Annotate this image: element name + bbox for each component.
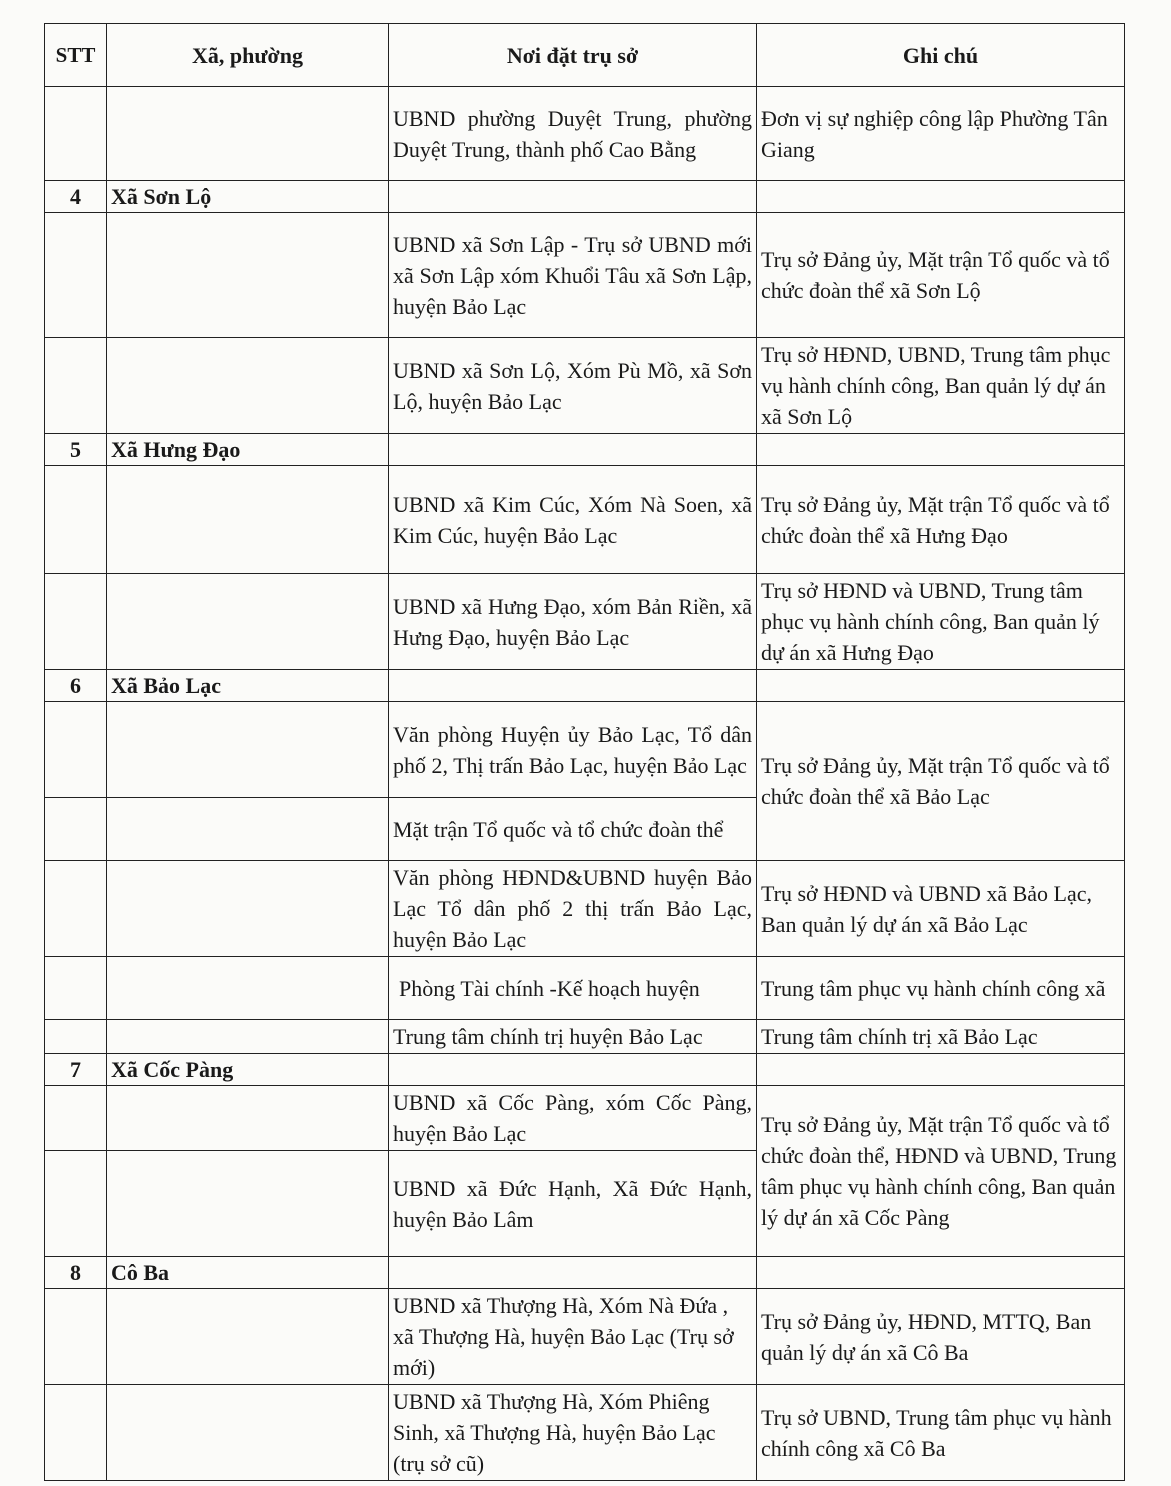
location-cell: UBND xã Sơn Lập - Trụ sở UBND mới xã Sơn Lập xóm Khuổi Tâu xã Sơn Lập, huyện Bảo Lạc xyxy=(389,213,757,338)
note-cell: Trụ sở Đảng ủy, Mặt trận Tổ quốc và tổ chức đoàn thể xã Hưng Đạo xyxy=(757,466,1125,574)
location-cell: UBND xã Hưng Đạo, xóm Bản Riền, xã Hưng Đạo, huyện Bảo Lạc xyxy=(389,574,757,670)
table-row xyxy=(45,861,1125,957)
note-cell: Trụ sở UBND, Trung tâm phục vụ hành chính công xã Cô Ba xyxy=(757,1385,1125,1481)
document-page xyxy=(44,23,1124,1481)
table-row xyxy=(45,338,1125,434)
location-cell: UBND xã Kim Cúc, Xóm Nà Soen, xã Kim Cúc, huyện Bảo Lạc xyxy=(389,466,757,574)
commune-name: Xã Sơn Lộ xyxy=(107,181,389,213)
location-cell: Phòng Tài chính -Kế hoạch huyện xyxy=(389,957,757,1020)
note-cell: Trung tâm phục vụ hành chính công xã xyxy=(757,957,1125,1020)
note-cell xyxy=(757,1257,1125,1289)
note-cell: Trụ sở HĐND, UBND, Trung tâm phục vụ hành chính công, Ban quản lý dự án xã Sơn Lộ xyxy=(757,338,1125,434)
stt-cell xyxy=(45,87,107,181)
note-cell: Trung tâm chính trị xã Bảo Lạc xyxy=(757,1020,1125,1054)
commune-name: Xã Cốc Pàng xyxy=(107,1054,389,1086)
table-row xyxy=(45,213,1125,338)
location-cell: UBND phường Duyệt Trung, phường Duyệt Trung, thành phố Cao Bằng xyxy=(389,87,757,181)
table-row xyxy=(45,574,1125,670)
commune-cell xyxy=(107,1151,389,1257)
table-row xyxy=(45,1385,1125,1481)
location-cell: Mặt trận Tổ quốc và tổ chức đoàn thể xyxy=(389,798,757,861)
stt-cell xyxy=(45,1289,107,1385)
stt-cell xyxy=(45,861,107,957)
location-cell xyxy=(389,181,757,213)
commune-cell xyxy=(107,1020,389,1054)
table-row xyxy=(45,87,1125,181)
stt-cell xyxy=(45,702,107,798)
location-cell: UBND xã Thượng Hà, Xóm Phiêng Sinh, xã Thượng Hà, huyện Bảo Lạc (trụ sở cũ) xyxy=(389,1385,757,1481)
commune-name: Xã Bảo Lạc xyxy=(107,670,389,702)
table-row xyxy=(45,702,1125,798)
stt-cell xyxy=(45,1086,107,1151)
header-location: Nơi đặt trụ sở xyxy=(389,24,757,87)
location-cell: Trung tâm chính trị huyện Bảo Lạc xyxy=(389,1020,757,1054)
stt-cell xyxy=(45,1151,107,1257)
commune-cell xyxy=(107,1289,389,1385)
stt-cell xyxy=(45,798,107,861)
commune-cell xyxy=(107,798,389,861)
commune-cell xyxy=(107,1086,389,1151)
stt-cell: 6 xyxy=(45,670,107,702)
group-row xyxy=(45,181,1125,213)
commune-cell xyxy=(107,574,389,670)
location-cell xyxy=(389,670,757,702)
headquarters-table xyxy=(44,23,1125,1481)
header-stt: STT xyxy=(45,24,107,87)
table-header-row xyxy=(45,24,1125,87)
table-row xyxy=(45,957,1125,1020)
stt-cell xyxy=(45,1385,107,1481)
note-cell xyxy=(757,670,1125,702)
commune-cell xyxy=(107,466,389,574)
table-row xyxy=(45,1020,1125,1054)
commune-cell xyxy=(107,957,389,1020)
location-cell: UBND xã Cốc Pàng, xóm Cốc Pàng, huyện Bảo Lạc xyxy=(389,1086,757,1151)
note-cell: Đơn vị sự nghiệp công lập Phường Tân Giang xyxy=(757,87,1125,181)
commune-cell xyxy=(107,702,389,798)
group-row xyxy=(45,1257,1125,1289)
note-cell: Trụ sở HĐND và UBND, Trung tâm phục vụ hành chính công, Ban quản lý dự án xã Hưng Đạo xyxy=(757,574,1125,670)
note-cell: Trụ sở Đảng ủy, HĐND, MTTQ, Ban quản lý dự án xã Cô Ba xyxy=(757,1289,1125,1385)
commune-name: Xã Hưng Đạo xyxy=(107,434,389,466)
note-cell: Trụ sở Đảng ủy, Mặt trận Tổ quốc và tổ chức đoàn thể xã Sơn Lộ xyxy=(757,213,1125,338)
stt-cell: 5 xyxy=(45,434,107,466)
commune-cell xyxy=(107,213,389,338)
stt-cell xyxy=(45,957,107,1020)
commune-cell xyxy=(107,87,389,181)
header-commune: Xã, phường xyxy=(107,24,389,87)
location-cell xyxy=(389,1054,757,1086)
header-note: Ghi chú xyxy=(757,24,1125,87)
location-cell: UBND xã Đức Hạnh, Xã Đức Hạnh, huyện Bảo Lâm xyxy=(389,1151,757,1257)
table-row xyxy=(45,466,1125,574)
commune-cell xyxy=(107,861,389,957)
stt-cell xyxy=(45,338,107,434)
note-cell: Trụ sở Đảng ủy, Mặt trận Tổ quốc và tổ chức đoàn thể, HĐND và UBND, Trung tâm phục vụ hành chính công, Ban quản lý dự án xã Cốc Pàng xyxy=(757,1086,1125,1257)
location-cell: UBND xã Sơn Lộ, Xóm Pù Mồ, xã Sơn Lộ, huyện Bảo Lạc xyxy=(389,338,757,434)
commune-name: Cô Ba xyxy=(107,1257,389,1289)
stt-cell xyxy=(45,213,107,338)
note-cell: Trụ sở HĐND và UBND xã Bảo Lạc, Ban quản lý dự án xã Bảo Lạc xyxy=(757,861,1125,957)
group-row xyxy=(45,670,1125,702)
location-cell xyxy=(389,434,757,466)
stt-cell xyxy=(45,466,107,574)
location-cell: Văn phòng HĐND&UBND huyện Bảo Lạc Tổ dân phố 2 thị trấn Bảo Lạc, huyện Bảo Lạc xyxy=(389,861,757,957)
commune-cell xyxy=(107,1385,389,1481)
location-cell: UBND xã Thượng Hà, Xóm Nà Đứa , xã Thượng Hà, huyện Bảo Lạc (Trụ sở mới) xyxy=(389,1289,757,1385)
stt-cell: 8 xyxy=(45,1257,107,1289)
stt-cell: 4 xyxy=(45,181,107,213)
location-cell: Văn phòng Huyện ủy Bảo Lạc, Tổ dân phố 2, Thị trấn Bảo Lạc, huyện Bảo Lạc xyxy=(389,702,757,798)
commune-cell xyxy=(107,338,389,434)
stt-cell: 7 xyxy=(45,1054,107,1086)
stt-cell xyxy=(45,1020,107,1054)
note-cell xyxy=(757,434,1125,466)
group-row xyxy=(45,1054,1125,1086)
table-row xyxy=(45,1086,1125,1151)
note-cell xyxy=(757,181,1125,213)
group-row xyxy=(45,434,1125,466)
stt-cell xyxy=(45,574,107,670)
table-row xyxy=(45,1289,1125,1385)
note-cell: Trụ sở Đảng ủy, Mặt trận Tổ quốc và tổ chức đoàn thể xã Bảo Lạc xyxy=(757,702,1125,861)
note-cell xyxy=(757,1054,1125,1086)
location-cell xyxy=(389,1257,757,1289)
